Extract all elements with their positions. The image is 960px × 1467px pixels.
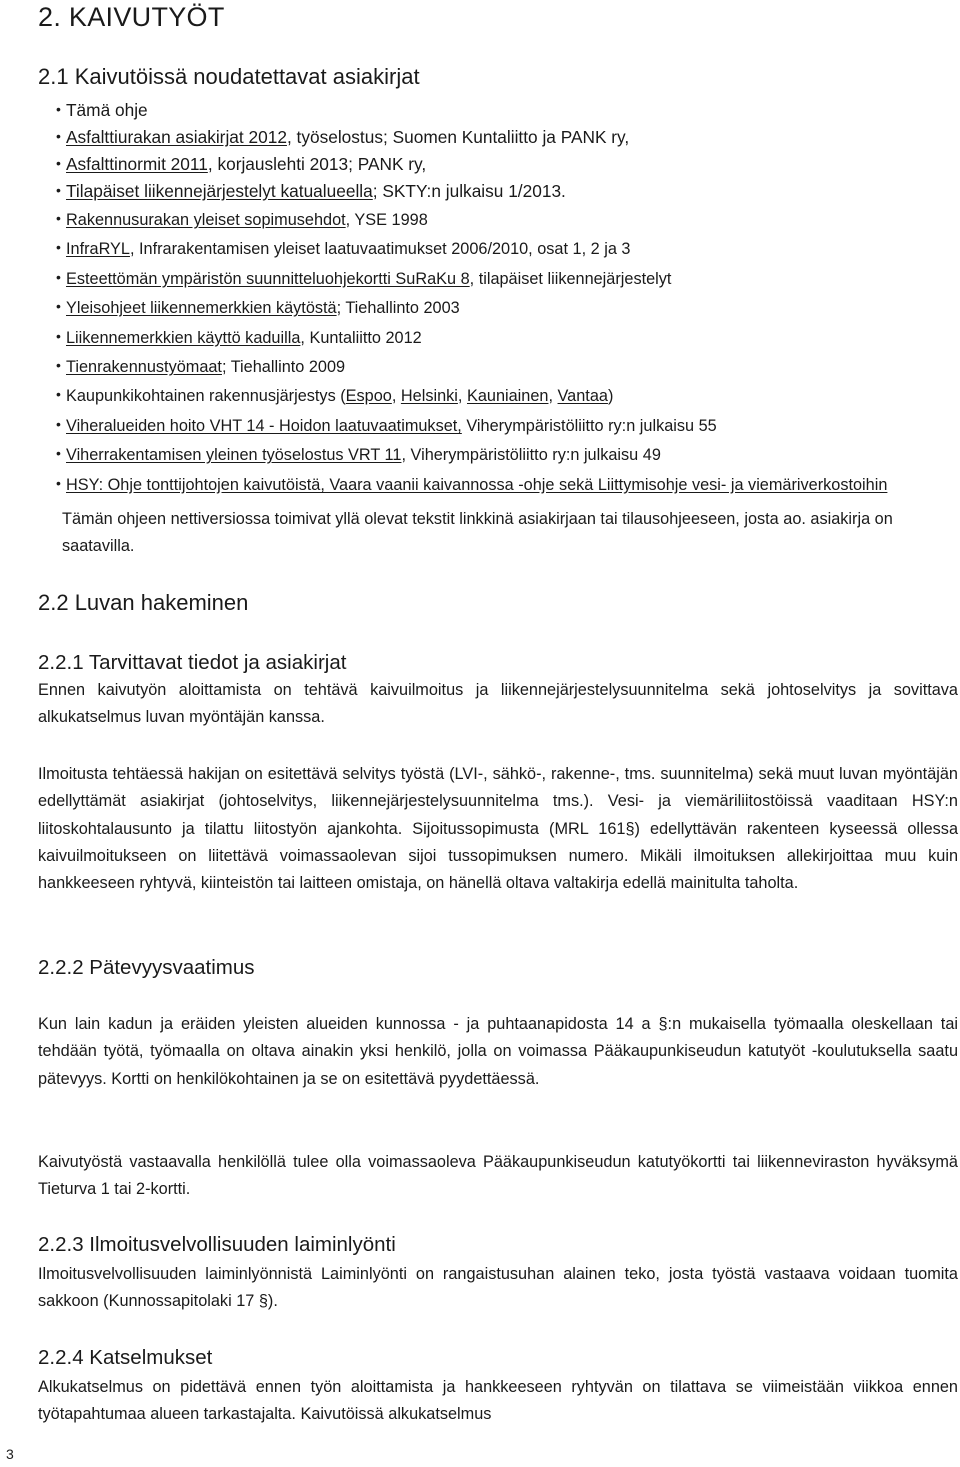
reference-list-b	[56, 205, 952, 499]
list-item: • InfraRYL, Infrarakentamisen yleiset laatuvaatimukset 2006/2010, osat 1, 2 ja 3	[56, 234, 952, 263]
list-item: • Liikennemerkkien käyttö kaduilla, Kuntaliitto 2012	[56, 323, 952, 352]
online-version-note: Tämän ohjeen nettiversiossa toimivat yllä olevat tekstit linkkinä asiakirjaan tai tilausohjeeseen, josta ao. asiakirja on saatavilla.	[62, 510, 893, 556]
list-item: • Asfalttinormit 2011, korjauslehti 2013; PANK ry,	[56, 150, 629, 177]
list-item: • Viherrakentamisen yleinen työselostus VRT 11, Viherympäristöliitto ry:n julkaisu 49	[56, 440, 952, 469]
bullet-icon: •	[56, 386, 61, 403]
link-suraku-8[interactable]: Esteettömän ympäristön suunnitteluohjekortti SuRaKu 8	[66, 269, 470, 288]
link-tilapaiset-liikennejarjestelyt[interactable]: Tilapäiset liikennejärjestelyt katualueella	[66, 181, 373, 201]
paragraph: Ennen kaivutyön aloittamista on tehtävä kaivuilmoitus ja liikennejärjestelysuunnitelma sekä johtoselvitys ja sovittava alkukatselmus luvan myöntäjän kanssa.	[38, 681, 958, 727]
link-kauniainen[interactable]: Kauniainen	[466, 387, 549, 406]
list-item: • Esteettömän ympäristön suunnitteluohjekortti SuRaKu 8, tilapäiset liikennejärjestelyt	[56, 264, 952, 293]
list-item: • Yleisohjeet liikennemerkkien käytöstä; Tiehallinto 2003	[56, 293, 952, 322]
link-espoo[interactable]: Espoo	[345, 387, 392, 406]
section-2-2-4-title: 2.2.4 Katselmukset	[38, 1346, 213, 1369]
section-2-1-title: 2.1 Kaivutöissä noudatettavat asiakirjat	[38, 64, 420, 89]
link-vantaa[interactable]: Vantaa	[557, 387, 608, 406]
link-tienrakennustyomaat[interactable]: Tienrakennustyömaat	[66, 358, 222, 377]
page-number: 3	[6, 1446, 14, 1462]
link-vrt-11[interactable]: Viherrakentamisen yleinen työselostus VRT 11	[66, 446, 402, 465]
bullet-icon: •	[56, 474, 61, 491]
list-item: • Tilapäiset liikennejärjestelyt katualueella; SKTY:n julkaisu 1/2013.	[56, 177, 629, 204]
link-asfalttinormit[interactable]: Asfalttinormit 2011	[66, 154, 208, 174]
link-liikennemerkkien-kaytto[interactable]: Liikennemerkkien käyttö kaduilla	[66, 328, 301, 347]
paragraph: Ilmoitusvelvollisuuden laiminlyönnistä Laiminlyönti on rangaistusuhan alainen teko, josta työstä vastaava voidaan tuomita sakkoon (Kunnossapitolaki 17 §).	[38, 1265, 958, 1311]
list-item: • Tämä ohje	[56, 96, 629, 123]
bullet-icon: •	[56, 210, 61, 226]
link-vht-14[interactable]: Viheralueiden hoito VHT 14 - Hoidon laatuvaatimukset,	[66, 416, 462, 435]
bullet-icon: •	[56, 239, 61, 256]
list-item: • Tienrakennustyömaat; Tiehallinto 2009	[56, 352, 952, 381]
bullet-icon: •	[56, 268, 61, 285]
bullet-icon: •	[56, 101, 61, 117]
link-yleisohjeet-liikennemerkkien[interactable]: Yleisohjeet liikennemerkkien käytöstä	[66, 299, 337, 318]
paragraph: Kun lain kadun ja eräiden yleisten alueiden kunnossa - ja puhtaanapidosta 14 a §:n mukaisella työmaalla oleskellaan tai tehdään työtä, työmaalla on oltava ainakin yksi henkilö, jolla on voimassa Pääkaupunkiseudun katutyöt -koulutuksella saatu pätevyys. Kortti on henkilökohtainen ja se on esitettävä pyydettäessä.	[38, 1015, 958, 1088]
page-heading: 2. KAIVUTYÖT	[38, 2, 225, 32]
section-2-2-2-title: 2.2.2 Pätevyysvaatimus	[38, 956, 255, 979]
section-2-2-title: 2.2 Luvan hakeminen	[38, 590, 249, 615]
reference-list-a	[56, 96, 629, 204]
link-infraryl[interactable]: InfraRYL	[66, 240, 130, 259]
list-item: • Rakennusurakan yleiset sopimusehdot, YSE 1998	[56, 205, 952, 234]
paragraph: Kaivutyöstä vastaavalla henkilöllä tulee olla voimassaoleva Pääkaupunkiseudun katutyökortti tai liikenneviraston hyväksymä Tieturva 1 tai 2-kortti.	[38, 1153, 958, 1199]
paragraph: Alkukatselmus on pidettävä ennen työn aloittamista ja hankkeeseen ryhtyvän on tilattava se viimeistään viikkoa ennen työtapahtumaa alueen tarkastajalta. Kaivutöissä alkukatselmus	[38, 1378, 958, 1424]
bullet-icon: •	[56, 298, 61, 315]
link-yse-1998[interactable]: Rakennusurakan yleiset sopimusehdot	[66, 211, 346, 229]
list-item: • Asfalttiurakan asiakirjat 2012, työselostus; Suomen Kuntaliitto ja PANK ry,	[56, 123, 629, 150]
bullet-icon: •	[56, 182, 61, 198]
bullet-icon: •	[56, 155, 61, 171]
section-2-2-3-title: 2.2.3 Ilmoitusvelvollisuuden laiminlyönti	[38, 1233, 396, 1256]
list-item: • Viheralueiden hoito VHT 14 - Hoidon laatuvaatimukset, Viherympäristöliitto ry:n julkaisu 55	[56, 411, 952, 440]
link-helsinki[interactable]: Helsinki	[400, 387, 458, 406]
bullet-icon: •	[56, 357, 61, 374]
bullet-icon: •	[56, 415, 61, 432]
link-hsy-ohjeet[interactable]: HSY: Ohje tonttijohtojen kaivutöistä, Vaara vaanii kaivannossa -ohje sekä Liittymisohje vesi- ja viemäriverkostoihin	[66, 475, 888, 494]
bullet-icon: •	[56, 128, 61, 144]
paragraph: Ilmoitusta tehtäessä hakijan on esitettävä selvitys työstä (LVI-, sähkö-, rakenne-, tms. suunnitelma) sekä muut luvan myöntäjän edellyttämät asiakirjat (johtoselvitys, liikennejärjestelysuunnitelma tms.). Vesi- ja viemäriliitostöissä vaaditaan HSY:n liitoskohtalausunto ja tilattu liitostyön ajankohta. Sijoitussopimusta (MRL 161§) edellyttävän rakenteen kyseessä ollessa kaivuilmoitukseen on liitettävä voimassaolevan sijoi tussopimuksen numero. Mikäli ilmoituksen allekirjoittaa muu kuin hankkeeseen ryhtyvä, kiinteistön tai laitteen omistaja, on hänellä oltava valtakirja edellä mainitulta taholta.	[38, 765, 958, 893]
link-asfalttiurakan-asiakirjat[interactable]: Asfalttiurakan asiakirjat 2012	[66, 127, 287, 147]
list-item	[56, 470, 952, 499]
section-2-2-1-title: 2.2.1 Tarvittavat tiedot ja asiakirjat	[38, 651, 347, 674]
bullet-icon: •	[56, 327, 61, 344]
list-item: • Kaupunkikohtainen rakennusjärjestys (Espoo, Helsinki, Kauniainen, Vantaa)	[56, 381, 952, 410]
bullet-icon: •	[56, 445, 61, 462]
